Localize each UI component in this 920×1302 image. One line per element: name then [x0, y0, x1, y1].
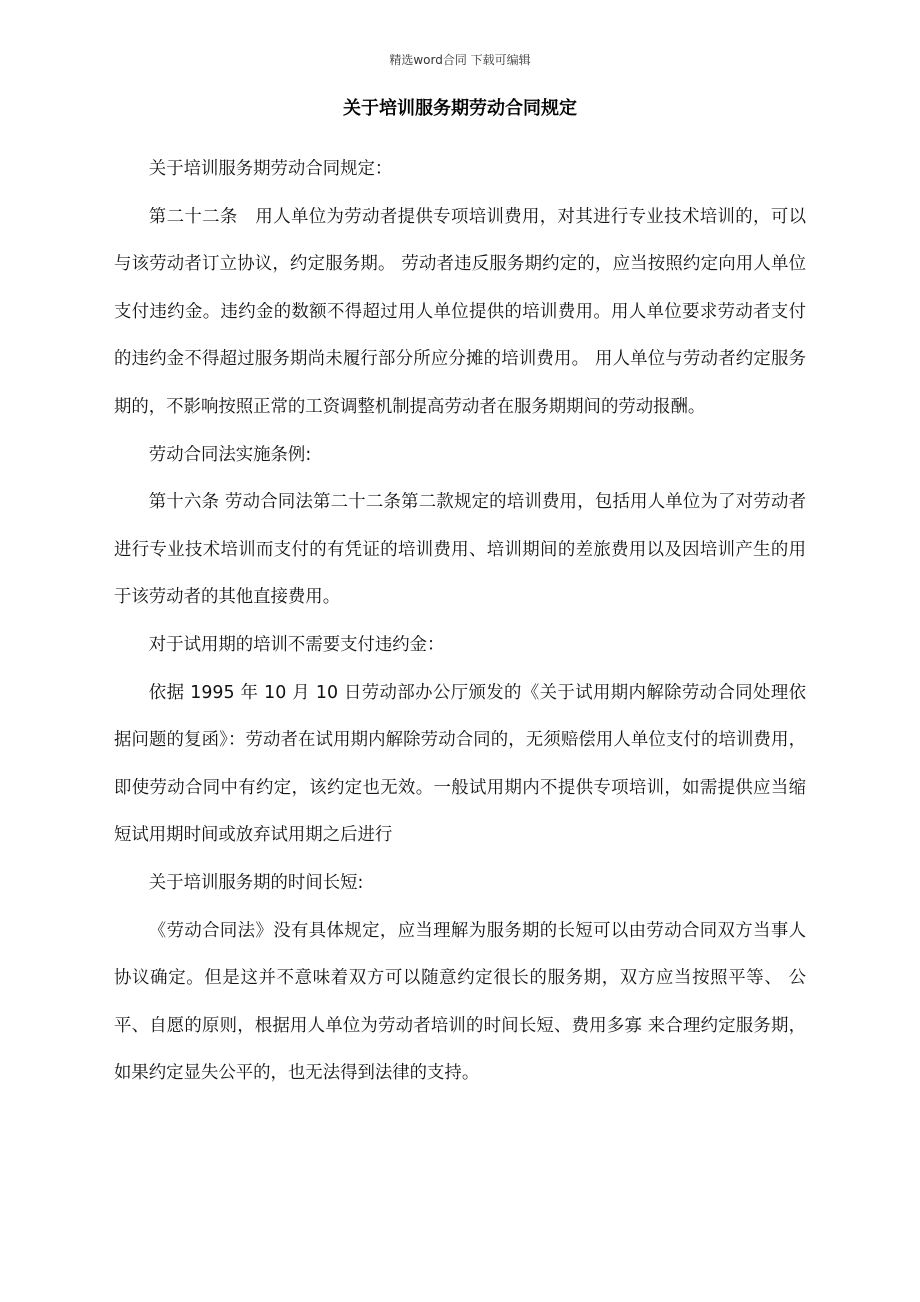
document-title: 关于培训服务期劳动合同规定 [343, 98, 577, 119]
paragraph-duration-detail: 《劳动合同法》没有具体规定，应当理解为服务期的长短可以由劳动合同双方当事人协议确定。但是这并不意味着双方可以随意约定很长的服务期，双方应当按照平等、 公平、自愿的原则，根据用人单位为劳动者培训的时间长短、费用多寡 来合理约定服务期，如果约定显失公平的，也无法得到法律的支持。 [114, 920, 806, 1084]
paragraph-probation-basis: 依据 1995 年 10 月 10 日劳动部办公厅颁发的《关于试用期内解除劳动合同处理依据问题的复函》：劳动者在试用期内解除劳动合同的，无须赔偿用人单位支付的培训费用，即使劳动合同中有约定，该约定也无效。一般试用期内不提供专项培训，如需提供应当缩短试用期时间或放弃试用期之后进行 [114, 682, 806, 846]
paragraph-intro: 关于培训服务期劳动合同规定： [148, 159, 393, 179]
paragraph-regulation-heading: 劳动合同法实施条例: [148, 444, 312, 465]
page-header: 精选word合同 下载可编辑 [389, 53, 531, 67]
document-body [114, 146, 806, 1098]
paragraph-article-22: 第二十二条 用人单位为劳动者提供专项培训费用，对其进行专业技术培训的，可以与该劳动者订立协议，约定服务期。 劳动者违反服务期约定的，应当按照约定向用人单位支付违约金。违约金的数额不得超过用人单位提供的培训费用。用人单位要求劳动者支付的违约金不得超过服务期尚未履行部分所应分摊的培训费用。 用人单位与劳动者约定服务期的，不影响按照正常的工资调整机制提高劳动者在服务期期间的劳动报酬。 [114, 206, 806, 417]
paragraph-probation-heading: 对于试用期的培训不需要支付违约金： [148, 634, 445, 655]
paragraph-duration-heading: 关于培训服务期的时间长短: [148, 872, 364, 893]
paragraph-article-16: 第十六条 劳动合同法第二十二条第二款规定的培训费用，包括用人单位为了对劳动者进行专业技术培训而支付的有凭证的培训费用、培训期间的差旅费用以及因培训产生的用于该劳动者的其他直接费用。 [114, 492, 806, 608]
